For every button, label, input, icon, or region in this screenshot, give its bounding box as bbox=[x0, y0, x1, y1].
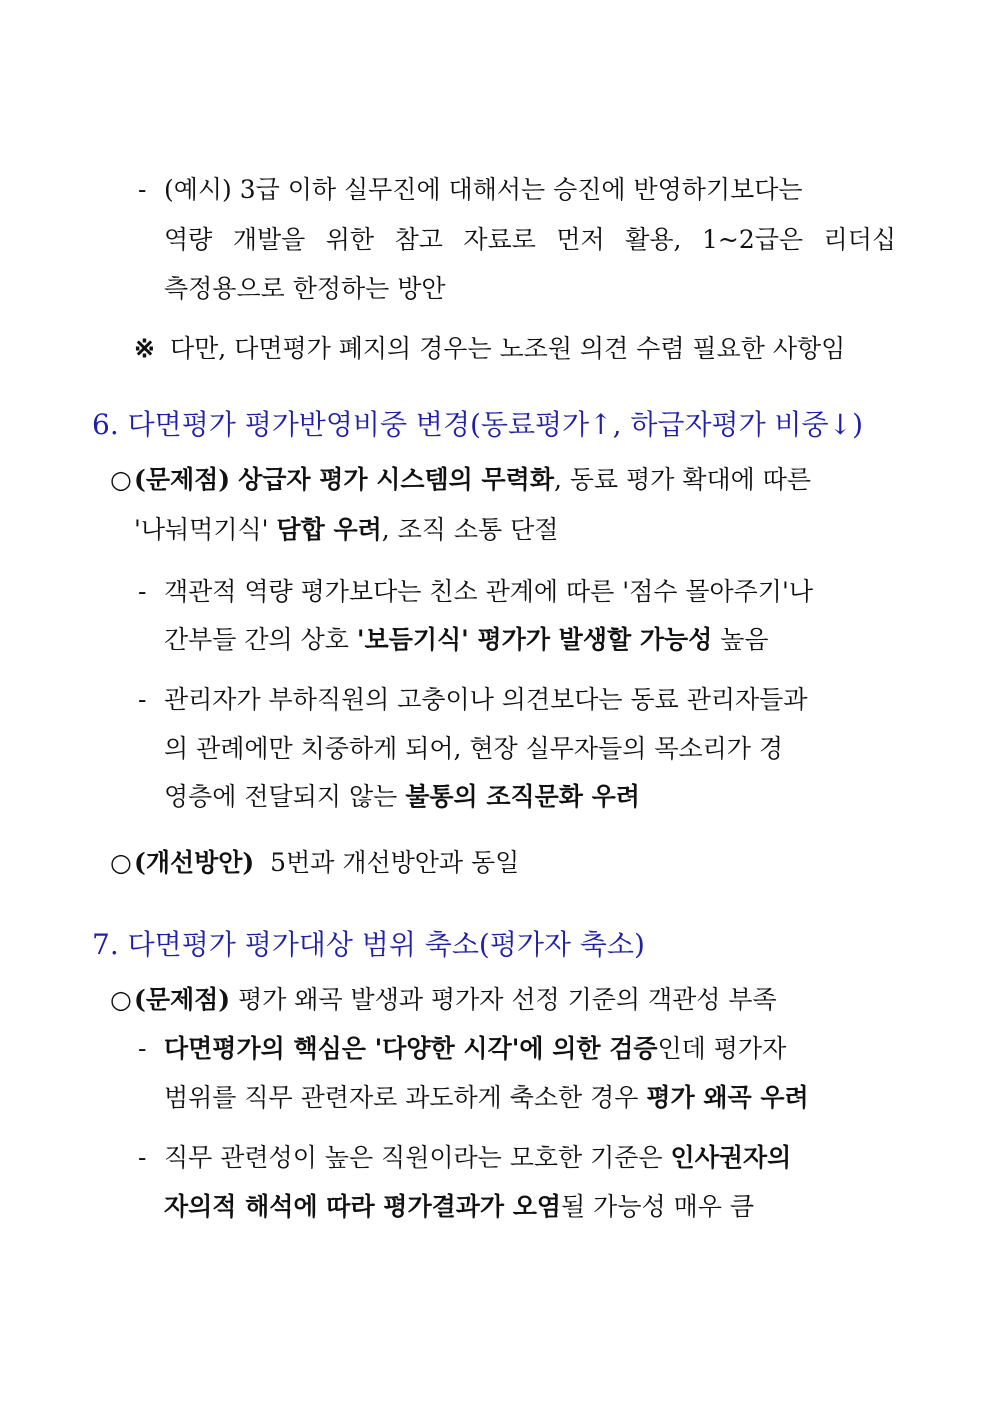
problem-line2-rest: , 조직 소통 단절 bbox=[381, 515, 559, 544]
problem-label: (문제점) bbox=[134, 465, 231, 494]
section-6-bullet-1-line-1 bbox=[138, 575, 896, 609]
s7-bullet2-bold: 인사권자의 bbox=[670, 1143, 792, 1172]
dash-marker: - bbox=[138, 1034, 147, 1063]
problem-line2-bold: 담합 우려 bbox=[276, 515, 382, 544]
bullet1-text-1: 객관적 역량 평가보다는 친소 관계에 따른 '점수 몰아주기'나 bbox=[164, 577, 813, 606]
problem-bold: 상급자 평가 시스템의 무력화 bbox=[238, 465, 554, 494]
section-6-improvement-line bbox=[110, 846, 896, 880]
section-6-bullet-2-line-1 bbox=[138, 683, 896, 717]
example-bullet-line-2 bbox=[164, 223, 896, 257]
example-text-2: 역량 개발을 위한 참고 자료로 먼저 활용, 1~2급은 리더십 bbox=[164, 225, 896, 254]
improve-label: (개선방안) bbox=[134, 848, 255, 877]
s7-bullet1-bold: 다면평가의 핵심은 '다양한 시각'에 의한 검증 bbox=[164, 1034, 658, 1063]
section-7-heading-text: 7. 다면평가 평가대상 범위 축소(평가자 축소) bbox=[92, 928, 645, 961]
section-6-heading-text: 6. 다면평가 평가반영비중 변경(동료평가↑, 하급자평가 비중↓) bbox=[92, 408, 863, 441]
s7-bullet1-line2-a: 범위를 직무 관련자로 과도하게 축소한 경우 bbox=[164, 1083, 639, 1112]
example-text-1: (예시) 3급 이하 실무진에 대해서는 승진에 반영하기보다는 bbox=[164, 175, 803, 204]
section-7-bullet-1-line-2 bbox=[164, 1081, 896, 1115]
section-7-heading bbox=[92, 926, 645, 964]
section-6-bullet-2-line-3 bbox=[164, 780, 896, 814]
note-text: 다만, 다면평가 폐지의 경우는 노조원 의견 수렴 필요한 사항임 bbox=[170, 334, 846, 363]
circle-marker: ○ bbox=[110, 848, 132, 877]
circle-marker: ○ bbox=[110, 985, 132, 1014]
section-7-bullet-2-line-2 bbox=[164, 1190, 896, 1224]
s7-bullet2-line2-bold: 자의적 해석에 따라 평가결과가 오염 bbox=[164, 1192, 562, 1221]
dash-marker: - bbox=[138, 175, 147, 204]
bullet2-line3-a: 영층에 전달되지 않는 bbox=[164, 782, 398, 811]
dash-marker: - bbox=[138, 1143, 147, 1172]
s7-bullet1-rest: 인데 평가자 bbox=[657, 1034, 787, 1063]
example-bullet-line-3 bbox=[164, 272, 896, 306]
problem-rest: , 동료 평가 확대에 따른 bbox=[553, 465, 812, 494]
s7-bullet2-a: 직무 관련성이 높은 직원이라는 모호한 기준은 bbox=[164, 1143, 663, 1172]
section-7-bullet-1-line-1 bbox=[138, 1032, 896, 1066]
s7-problem-text: 평가 왜곡 발생과 평가자 선정 기준의 객관성 부족 bbox=[238, 985, 777, 1014]
bullet1-line2-bold: '보듬기식' 평가가 발생할 가능성 bbox=[356, 625, 713, 654]
section-6-heading bbox=[92, 406, 863, 444]
example-text-3: 측정용으로 한정하는 방안 bbox=[164, 274, 446, 303]
note-marker: ※ bbox=[134, 334, 155, 363]
example-bullet-line-1 bbox=[138, 173, 896, 207]
improve-text: 5번과 개선방안과 동일 bbox=[270, 848, 520, 877]
s7-problem-label: (문제점) bbox=[134, 985, 231, 1014]
bullet2-text-2: 의 관례에만 치중하게 되어, 현장 실무자들의 목소리가 경 bbox=[164, 734, 784, 763]
bullet1-line2-rest: 높음 bbox=[720, 625, 769, 654]
bullet1-line2-a: 간부들 간의 상호 bbox=[164, 625, 349, 654]
problem-line2-a: '나눠먹기식' bbox=[134, 515, 269, 544]
bullet2-line3-bold: 불통의 조직문화 우려 bbox=[405, 782, 640, 811]
section-6-problem-line-1 bbox=[110, 463, 896, 497]
s7-bullet1-line2-bold: 평가 왜곡 우려 bbox=[646, 1083, 809, 1112]
section-6-problem-line-2 bbox=[134, 513, 896, 547]
s7-bullet2-line2-rest: 될 가능성 매우 큼 bbox=[561, 1192, 754, 1221]
dash-marker: - bbox=[138, 685, 147, 714]
section-7-problem-line bbox=[110, 983, 896, 1017]
note-line bbox=[134, 332, 896, 366]
dash-marker: - bbox=[138, 577, 147, 606]
section-7-bullet-2-line-1 bbox=[138, 1141, 896, 1175]
section-6-bullet-2-line-2 bbox=[164, 732, 896, 766]
bullet2-text-1: 관리자가 부하직원의 고충이나 의견보다는 동료 관리자들과 bbox=[164, 685, 808, 714]
section-6-bullet-1-line-2 bbox=[164, 623, 896, 657]
circle-marker: ○ bbox=[110, 465, 132, 494]
